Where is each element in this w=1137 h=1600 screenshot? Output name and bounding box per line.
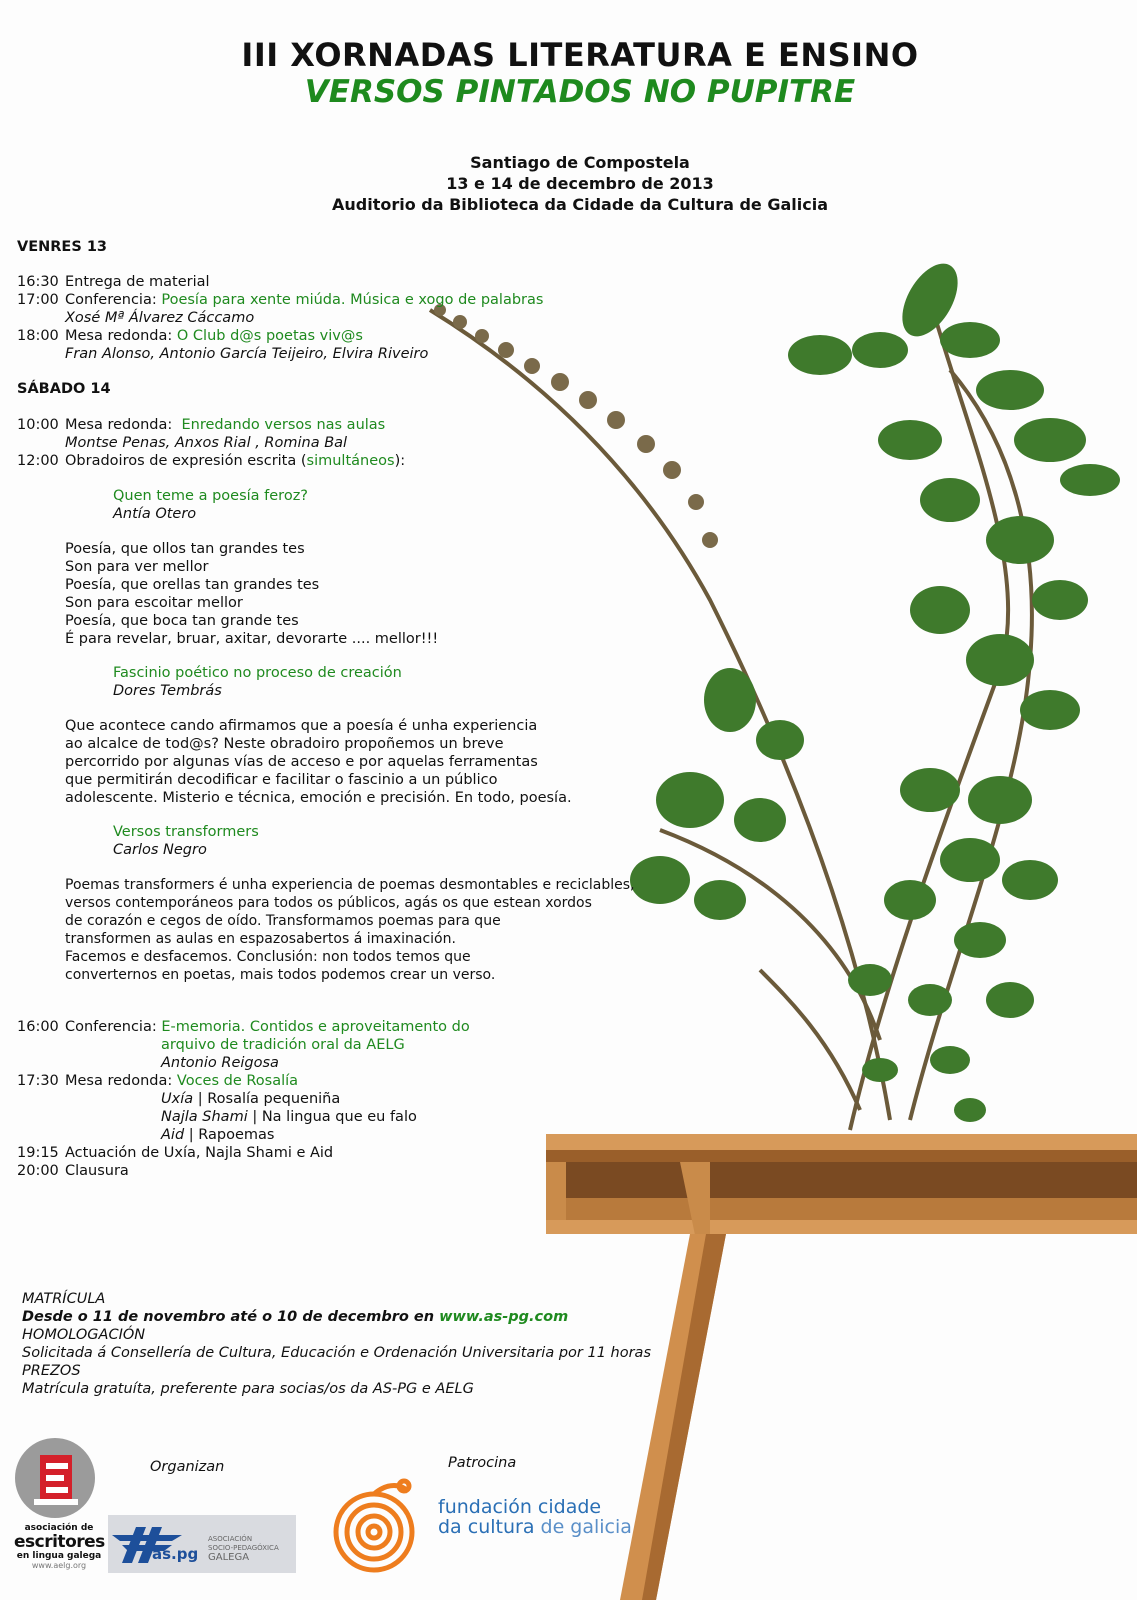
homologacion-label: HOMOLOGACIÓN bbox=[22, 1327, 146, 1343]
work: Rosalía pequeniña bbox=[207, 1091, 341, 1107]
activity-title: Enredando versos nas aulas bbox=[181, 417, 386, 433]
text-line: adolescente. Misterio e técnica, emoción e precisión. En todo, poesía. bbox=[65, 790, 572, 806]
aelg-text-1: asociación de bbox=[24, 1523, 94, 1533]
text-line: Poesía, que boca tan grande tes bbox=[65, 613, 299, 629]
separator: | bbox=[247, 1109, 262, 1125]
aspg-logo bbox=[108, 1515, 296, 1573]
patrocina-label: Patrocina bbox=[448, 1455, 517, 1471]
activity-highlight: simultáneos bbox=[306, 453, 395, 469]
day-label-saturday: SÁBADO 14 bbox=[17, 381, 111, 397]
text-line: Son para escoitar mellor bbox=[65, 595, 243, 611]
event-subtitle: VERSOS PINTADOS NO PUPITRE bbox=[304, 74, 856, 110]
event-venue bbox=[0, 152, 1137, 215]
workshop-title: Quen teme a poesía feroz? bbox=[113, 488, 308, 504]
activity-tail: ): bbox=[394, 453, 406, 469]
time: 20:00 bbox=[17, 1163, 59, 1179]
work: Na lingua que eu falo bbox=[261, 1109, 417, 1125]
activity: Obradoiros de expresión escrita ( bbox=[65, 453, 307, 469]
activity: Actuación de Uxía, Najla Shami e Aid bbox=[65, 1145, 334, 1161]
speakers: Fran Alonso, Antonio García Teijeiro, Elvira Riveiro bbox=[65, 346, 429, 362]
prezos-label: PREZOS bbox=[22, 1363, 81, 1379]
event-title: III XORNADAS LITERATURA E ENSINO bbox=[241, 36, 919, 74]
dates: 13 e 14 de decembro de 2013 bbox=[446, 174, 714, 193]
fcc-text-2 bbox=[438, 1517, 632, 1537]
schedule-row bbox=[17, 273, 210, 291]
day-label-friday: VENRES 13 bbox=[17, 239, 108, 255]
aspg-text-1: ASOCIACIÓN bbox=[208, 1535, 253, 1543]
work: Rapoemas bbox=[198, 1127, 275, 1143]
activity: Entrega de material bbox=[65, 274, 210, 290]
workshop-author: Antía Otero bbox=[113, 506, 197, 522]
artist: Najla Shami bbox=[161, 1109, 248, 1125]
fcc-text-2b: de galicia bbox=[534, 1516, 632, 1538]
fcc-logo-text bbox=[438, 1497, 632, 1537]
text-line: Poesía, que ollos tan grandes tes bbox=[65, 541, 305, 557]
plant-leaves bbox=[630, 254, 1120, 1122]
registration-info bbox=[22, 1290, 651, 1398]
activity: Conferencia: bbox=[65, 1019, 157, 1035]
performance-line bbox=[161, 1090, 340, 1108]
aspg-text-2: SOCIO-PEDAGÓXICA bbox=[208, 1544, 279, 1552]
text-line: É para revelar, bruar, axitar, devorarte .... mellor!!! bbox=[65, 631, 439, 647]
time: 10:00 bbox=[17, 417, 59, 433]
text-line: que permitirán decodificar e facilitar o fascinio a un público bbox=[65, 772, 498, 788]
workshop-title: Versos transformers bbox=[113, 824, 259, 840]
activity: Mesa redonda: bbox=[65, 1073, 173, 1089]
aelg-text-4: www.aelg.org bbox=[31, 1561, 87, 1570]
matricula-label: MATRÍCULA bbox=[22, 1291, 106, 1307]
separator: | bbox=[193, 1091, 208, 1107]
activity-title: Poesía para xente miúda. Música e xogo de palabras bbox=[161, 292, 544, 308]
text-line: transformen as aulas en espazosabertos á imaxinación. bbox=[65, 931, 456, 947]
performance-line bbox=[161, 1126, 274, 1144]
place: Auditorio da Biblioteca da Cidade da Cultura de Galicia bbox=[332, 195, 828, 214]
homologacion-text: Solicitada á Consellería de Cultura, Educación e Ordenación Universitaria por 11 horas bbox=[22, 1345, 652, 1361]
aelg-text-3: en lingua galega bbox=[16, 1551, 102, 1561]
schedule-row bbox=[17, 1162, 129, 1180]
activity: Mesa redonda: bbox=[65, 417, 173, 433]
workshop-description bbox=[65, 717, 572, 807]
organizan-label: Organizan bbox=[150, 1459, 225, 1475]
schedule-row bbox=[17, 1144, 333, 1162]
text-line: ao alcalce de tod@s? Neste obradoiro propoñemos un breve bbox=[65, 736, 504, 752]
matricula-text bbox=[22, 1308, 651, 1326]
text-line: Facemos e desfacemos. Conclusión: non todos temos que bbox=[65, 949, 471, 965]
schedule-row bbox=[17, 1072, 298, 1090]
time: 18:00 bbox=[17, 328, 59, 344]
activity-title: E-memoria. Contidos e aproveitamento do bbox=[161, 1019, 470, 1035]
time: 19:15 bbox=[17, 1145, 59, 1161]
activity-title: O Club d@s poetas viv@s bbox=[176, 328, 363, 344]
schedule-row bbox=[17, 327, 363, 345]
workshop-author: Dores Tembrás bbox=[113, 683, 222, 699]
workshop-description bbox=[65, 876, 635, 984]
aelg-emblem-icon bbox=[14, 1437, 96, 1519]
speakers: Montse Penas, Anxos Rial , Romina Bal bbox=[65, 435, 348, 451]
text-line: Son para ver mellor bbox=[65, 559, 209, 575]
text-line: versos contemporáneos para todos os públicos, agás os que estean xordos bbox=[65, 895, 592, 911]
activity: Conferencia: bbox=[65, 292, 157, 308]
prezos-text: Matrícula gratuíta, preferente para socias/os da AS-PG e AELG bbox=[22, 1381, 474, 1397]
schedule-row bbox=[17, 452, 405, 470]
city: Santiago de Compostela bbox=[470, 153, 690, 172]
time: 12:00 bbox=[17, 453, 59, 469]
artist: Uxía bbox=[161, 1091, 194, 1107]
activity-title: Voces de Rosalía bbox=[176, 1073, 299, 1089]
text-line: Poemas transformers é unha experiencia de poemas desmontables e reciclables, bbox=[65, 877, 635, 893]
activity: Mesa redonda: bbox=[65, 328, 173, 344]
workshop-author: Carlos Negro bbox=[113, 842, 207, 858]
speakers: Antonio Reigosa bbox=[161, 1055, 279, 1071]
fcc-text-2a: da cultura bbox=[438, 1516, 535, 1538]
speakers: Xosé Mª Álvarez Cáccamo bbox=[65, 310, 255, 326]
time: 16:30 bbox=[17, 274, 59, 290]
aspg-website-link[interactable]: www.as-pg.com bbox=[439, 1309, 569, 1325]
time: 17:00 bbox=[17, 292, 59, 308]
fcc-text-1: fundación cidade bbox=[438, 1496, 602, 1518]
text-line: de corazón e cegos de oído. Transformamos poemas para que bbox=[65, 913, 501, 929]
workshop-title: Fascinio poético no proceso de creación bbox=[113, 665, 402, 681]
schedule-row bbox=[17, 416, 385, 434]
performance-line bbox=[161, 1108, 417, 1126]
activity: Clausura bbox=[65, 1163, 129, 1179]
separator: | bbox=[184, 1127, 199, 1143]
time: 16:00 bbox=[17, 1019, 59, 1035]
aelg-text-2: escritores bbox=[14, 1532, 105, 1552]
matricula-dates: Desde o 11 de novembro até o 10 de decembro en bbox=[22, 1309, 440, 1325]
time: 17:30 bbox=[17, 1073, 59, 1089]
artist: Aid bbox=[161, 1127, 185, 1143]
aelg-logo bbox=[14, 1437, 104, 1571]
activity-title-cont: arquivo de tradición oral da AELG bbox=[161, 1037, 405, 1053]
text-line: converternos en poetas, mais todos podemos crear un verso. bbox=[65, 967, 496, 983]
aspg-mark: as.pg bbox=[152, 1545, 199, 1563]
aspg-text-3: GALEGA bbox=[208, 1552, 250, 1563]
schedule-row bbox=[17, 1018, 470, 1036]
text-line: Poesía, que orellas tan grandes tes bbox=[65, 577, 320, 593]
aspg-caption bbox=[208, 1535, 279, 1562]
fcc-emblem-icon bbox=[328, 1478, 424, 1574]
schedule-row bbox=[17, 291, 543, 309]
text-line: Que acontece cando afirmamos que a poesía é unha experiencia bbox=[65, 718, 538, 734]
text-line: percorrido por algunas vías de acceso e por aquelas ferramentas bbox=[65, 754, 538, 770]
workshop-description bbox=[65, 540, 438, 648]
